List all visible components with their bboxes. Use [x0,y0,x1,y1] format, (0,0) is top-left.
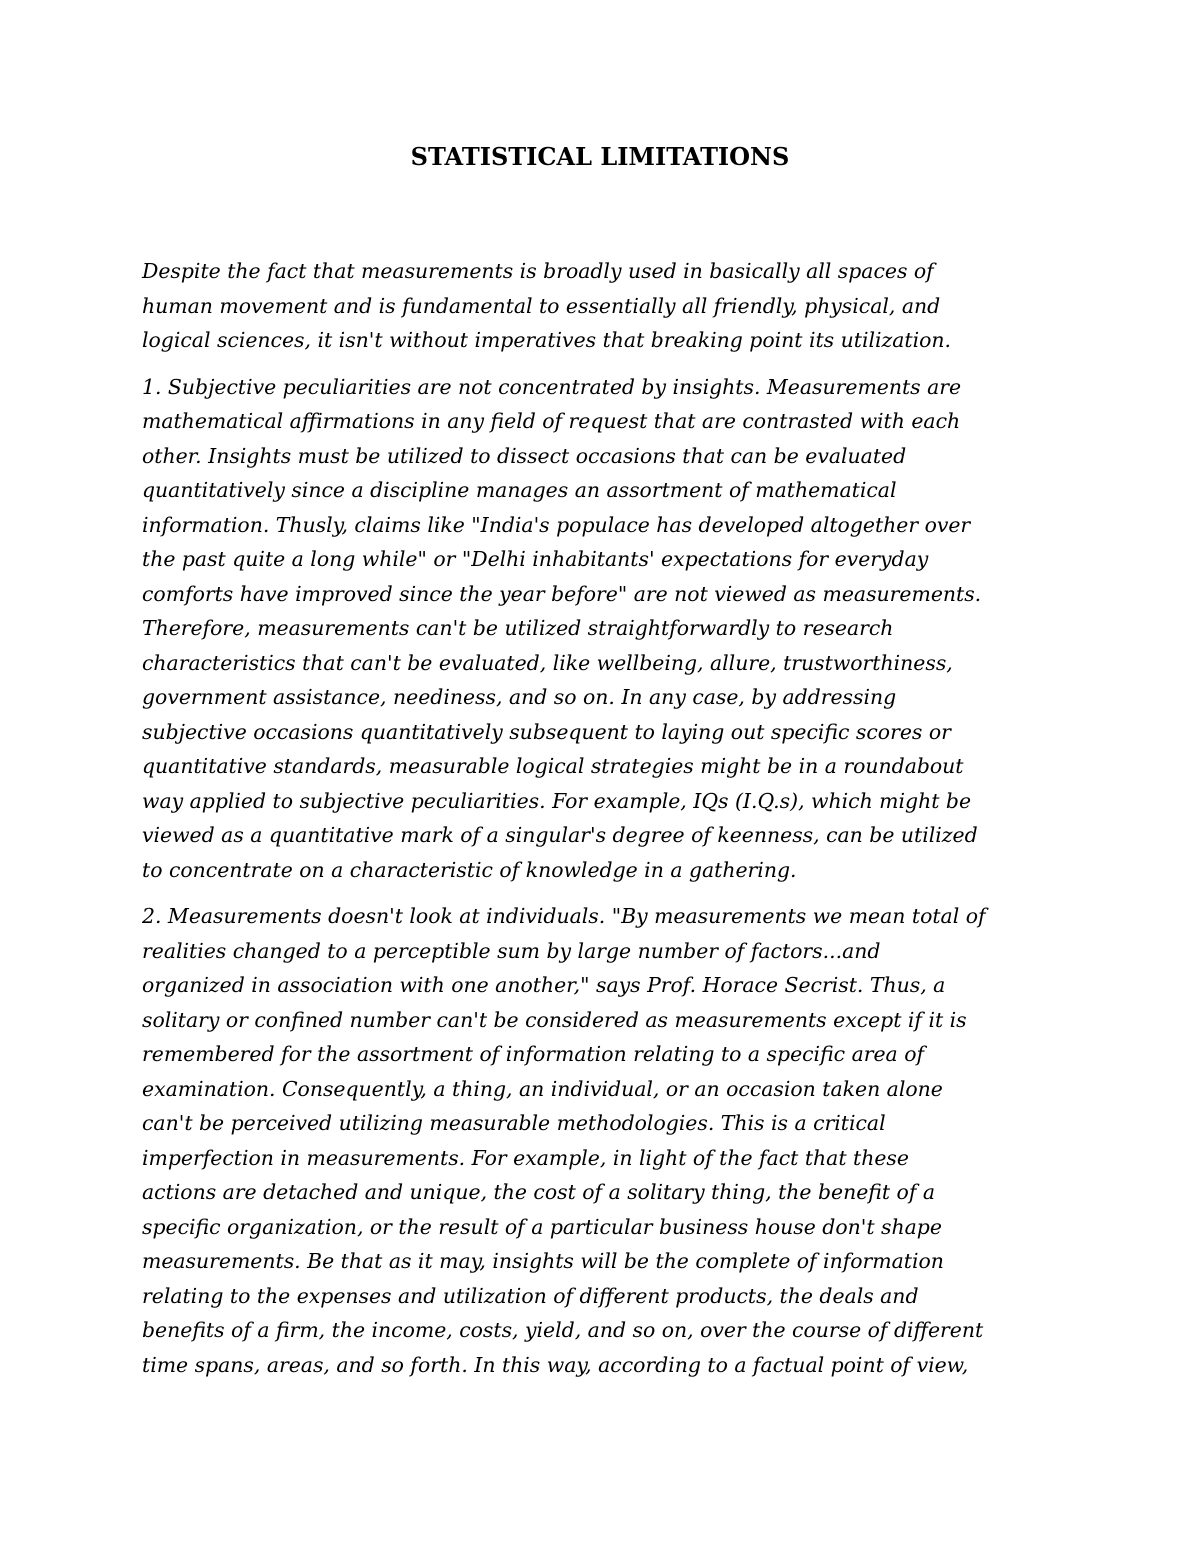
text-line: quantitative standards, measurable logical strategies might be in a roundabout [142,754,964,778]
text-line: quantitatively since a discipline manages an assortment of mathematical [142,478,897,502]
text-line: comforts have improved since the year before" are not viewed as measurements. [142,581,982,606]
text-line: realities changed to a perceptible sum by large number of factors...and [142,938,881,963]
text-line: can't be perceived utilizing measurable methodologies. This is a critical [142,1111,886,1135]
text-line: 1. Subjective peculiarities are not concentrated by insights. Measurements are [142,374,962,399]
text-line: benefits of a firm, the income, costs, yield, and so on, over the course of different [142,1318,984,1342]
text-line: other. Insights must be utilized to dissect occasions that can be evaluated [142,443,907,468]
text-line: relating to the expenses and utilization of different products, the deals and [142,1283,919,1308]
text-line: imperfection in measurements. For example, in light of the fact that these [142,1145,909,1170]
paragraph-point-1 [142,370,1067,888]
text-line: organized in association with one another," says Prof. Horace Secrist. Thus, a [142,973,946,997]
text-line: specific organization, or the result of a particular business house don't shape [142,1214,942,1239]
text-line: remembered for the assortment of information relating to a specific area of [142,1042,925,1066]
text-line: actions are detached and unique, the cost of a solitary thing, the benefit of a [142,1180,936,1204]
text-line: solitary or confined number can't be considered as measurements except if it is [142,1007,967,1032]
text-line: way applied to subjective peculiarities. For example, IQs (I.Q.s), which might be [142,788,972,813]
text-line: measurements. Be that as it may, insights will be the complete of information [142,1249,944,1273]
text-line: examination. Consequently, a thing, an individual, or an occasion taken alone [142,1076,943,1101]
page-title: STATISTICAL LIMITATIONS [410,142,790,171]
text-line: the past quite a long while" or "Delhi inhabitants' expectations for everyday [142,547,929,571]
text-line: viewed as a quantitative mark of a singular's degree of keenness, can be utilized [142,823,978,847]
text-line: logical sciences, it isn't without imperatives that breaking point its utilization. [142,328,952,352]
document-body [142,254,1067,1394]
text-line: mathematical affirmations in any field of request that are contrasted with each [142,409,961,433]
text-line: Therefore, measurements can't be utilized straightforwardly to research [142,616,894,640]
text-line: time spans, areas, and so forth. In this way, according to a factual point of view, [142,1352,969,1377]
text-line: to concentrate on a characteristic of knowledge in a gathering. [142,857,797,882]
text-line: Despite the fact that measurements is broadly used in basically all spaces of [142,259,934,283]
paragraph-point-2 [142,899,1067,1382]
text-line: 2. Measurements doesn't look at individuals. "By measurements we mean total of [142,904,986,928]
paragraph-intro [142,254,1067,358]
text-line: information. Thusly, claims like "India's populace has developed altogether over [142,512,971,537]
text-line: characteristics that can't be evaluated, like wellbeing, allure, trustworthiness, [142,650,953,675]
text-line: subjective occasions quantitatively subsequent to laying out specific scores or [142,719,951,744]
text-line: government assistance, neediness, and so on. In any case, by addressing [142,685,897,709]
text-line: human movement and is fundamental to essentially all friendly, physical, and [142,293,941,318]
